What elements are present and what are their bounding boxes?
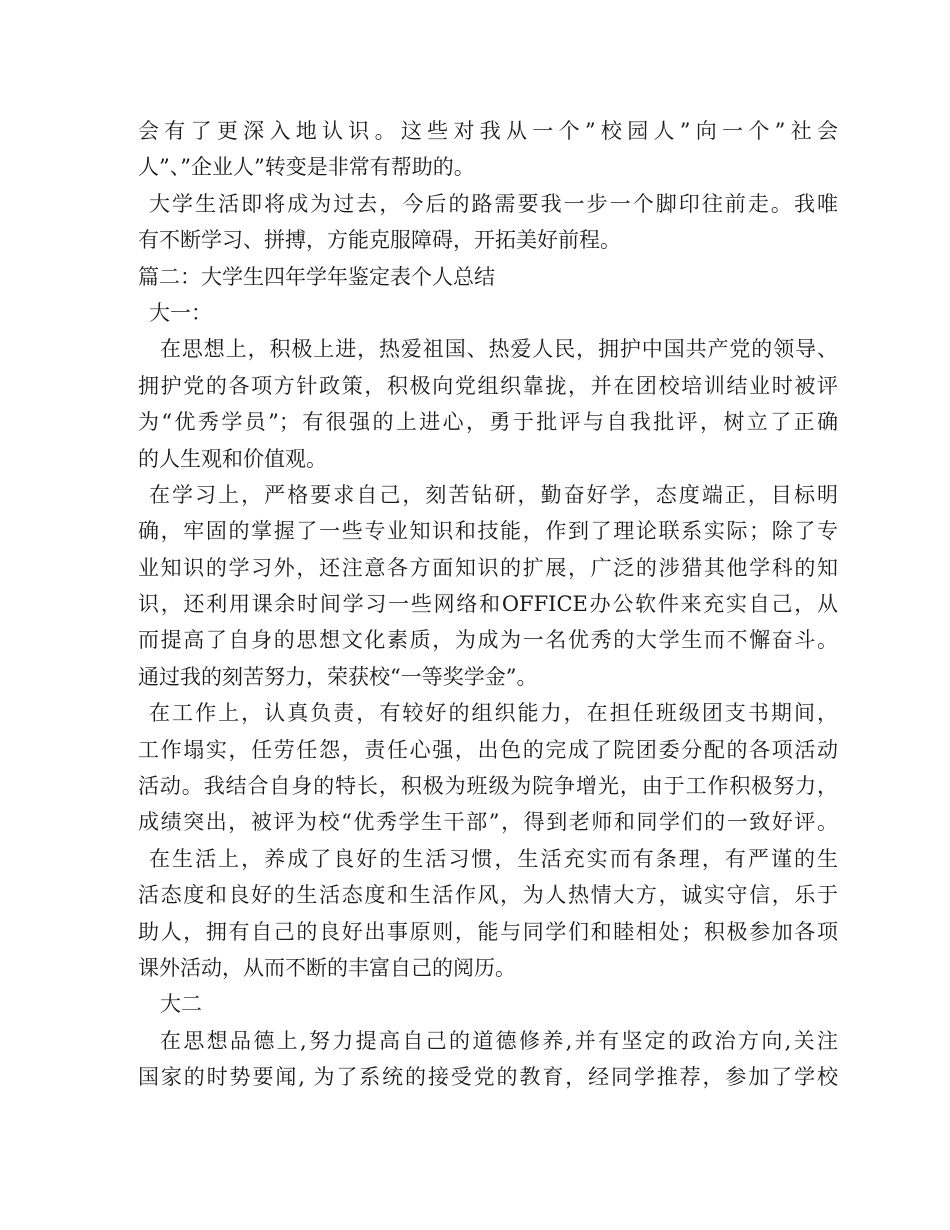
text-line: 活动。我结合自身的特长，积极为班级为院争增光，由于工作积极努力， <box>138 774 838 799</box>
text-line: 会有了更深入地认识。这些对我从一个”校园人”向一个”社会 <box>138 119 838 143</box>
text-line: 活态度和良好的生活态度和生活作风，为人热情大方，诚实守信，乐于 <box>138 883 838 908</box>
text-line: 为“优秀学员”；有很强的上进心，勇于批评与自我批评，树立了正确 <box>138 410 838 435</box>
text-line: 人”、”企业人”转变是非常有帮助的。 <box>138 155 475 180</box>
text-line: 工作塌实，任劳任怨，责任心强，出色的完成了院团委分配的各项活动 <box>138 737 838 762</box>
text-line: 大一： <box>149 300 212 325</box>
text-line: 拥护党的各项方针政策，积极向党组织靠拢，并在团校培训结业时被评 <box>138 373 838 398</box>
text-line: 大二 <box>160 992 202 1017</box>
text-line: 有不断学习、拼搏，方能克服障碍，开拓美好前程。 <box>138 228 621 253</box>
text-line: 助人，拥有自己的良好出事原则，能与同学们和睦相处；积极参加各项 <box>138 919 838 944</box>
text-line: 在生活上，养成了良好的生活习惯，生活充实而有条理，有严谨的生 <box>149 846 838 871</box>
text-line: 确，牢固的掌握了一些专业知识和技能，作到了理论联系实际；除了专 <box>138 519 838 544</box>
text-line: 篇二：大学生四年学年鉴定表个人总结 <box>138 264 495 289</box>
text-line: 在思想上，积极上进，热爱祖国、热爱人民，拥护中国共产党的领导、 <box>160 337 838 362</box>
text-line: 成绩突出，被评为校“优秀学生干部”，得到老师和同学们的一致好评。 <box>138 810 838 835</box>
text-line: 的人生观和价值观。 <box>138 446 327 471</box>
text-line: 大学生活即将成为过去，今后的路需要我一步一个脚印往前走。我唯 <box>149 191 838 216</box>
text-line: 在学习上，严格要求自己，刻苦钻研，勤奋好学，态度端正，目标明 <box>149 482 838 507</box>
document-body <box>138 113 838 1096</box>
text-line: 在工作上，认真负责，有较好的组织能力，在担任班级团支书期间， <box>149 701 838 726</box>
text-line: 课外活动，从而不断的丰富自己的阅历。 <box>138 955 516 980</box>
text-line: 识，还利用课余时间学习一些网络和OFFICE办公软件来充实自己，从 <box>138 592 838 617</box>
text-line: 国家的时势要闻, 为了系统的接受党的教育，经同学推荐，参加了学校 <box>138 1065 838 1090</box>
text-line: 业知识的学习外，还注意各方面知识的扩展，广泛的涉猎其他学科的知 <box>138 555 838 580</box>
text-line: 而提高了自身的思想文化素质，为成为一名优秀的大学生而不懈奋斗。 <box>138 628 838 653</box>
text-line: 通过我的刻苦努力，荣获校“一等奖学金”。 <box>138 664 538 689</box>
text-line: 在思想品德上,努力提高自己的道德修养,并有坚定的政治方向,关注 <box>160 1028 838 1053</box>
